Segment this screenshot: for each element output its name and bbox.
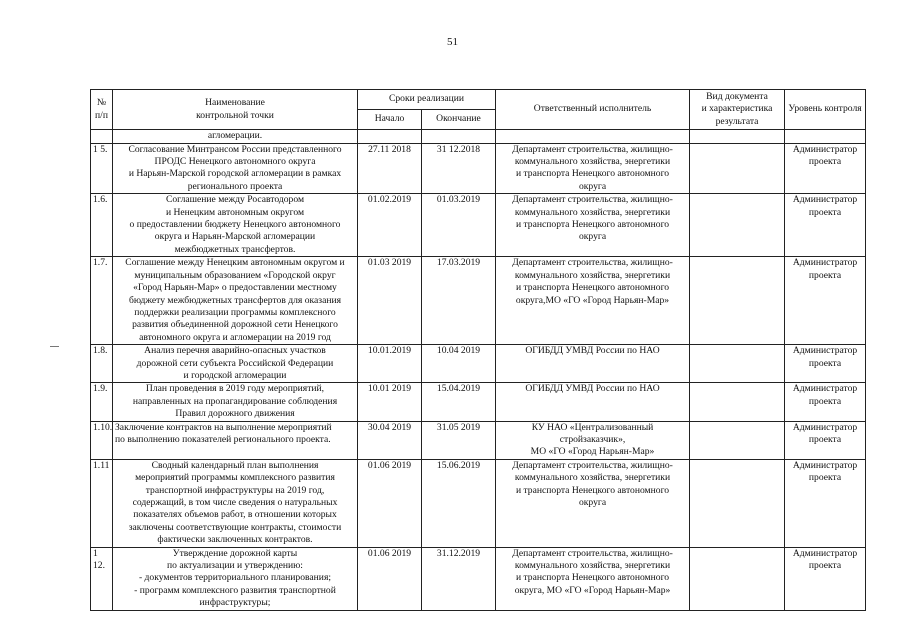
cell-level: Администратор проекта xyxy=(785,143,866,194)
cell-end: 17.03.2019 xyxy=(422,257,496,345)
header-terms: Сроки реализации xyxy=(358,90,496,110)
cell-num: 1.11 xyxy=(91,459,113,547)
cell-num: 1.7. xyxy=(91,257,113,345)
header-end: Окончание xyxy=(422,110,496,130)
cell-name: агломерации. xyxy=(113,130,358,143)
cell-level: Администратор проекта xyxy=(785,459,866,547)
cell-executor: Департамент строительства, жилищно- коммунального хозяйства, энергетики и транспорта Ненецкого автономного округа xyxy=(496,194,690,257)
table-header xyxy=(91,90,866,130)
cell-executor: Департамент строительства, жилищно- коммунального хозяйства, энергетики и транспорта Ненецкого автономного округа, МО «ГО «Город Нарьян-Мар» xyxy=(496,547,690,610)
cell-executor: ОГИБДД УМВД России по НАО xyxy=(496,383,690,421)
cell-doc xyxy=(690,383,785,421)
cell-start xyxy=(358,130,422,143)
cell-executor xyxy=(496,130,690,143)
cell-end: 10.04 2019 xyxy=(422,345,496,383)
cell-end: 01.03.2019 xyxy=(422,194,496,257)
table-row xyxy=(91,345,866,383)
cell-level: Администратор проекта xyxy=(785,257,866,345)
cell-executor: ОГИБДД УМВД России по НАО xyxy=(496,345,690,383)
cell-num: 1.6. xyxy=(91,194,113,257)
cell-doc xyxy=(690,421,785,459)
table-row xyxy=(91,459,866,547)
header-doc: Вид документа и характеристика результата xyxy=(690,90,785,130)
cell-name: Сводный календарный план выполнения мероприятий программы комплексного развития транспортной инфраструктуры на 2019 год, содержащий, в том числе сведения о натуральных показателях объемов работ, в отношении которых заключены соответствующие контракты, стоимости фактически заключенных контрактов. xyxy=(113,459,358,547)
table-row xyxy=(91,383,866,421)
cell-num: 1 5. xyxy=(91,143,113,194)
cell-name: Заключение контрактов на выполнение мероприятий по выполнению показателей регионального проекта. xyxy=(113,421,358,459)
cell-executor: Департамент строительства, жилищно- коммунального хозяйства, энергетики и транспорта Ненецкого автономного округа xyxy=(496,459,690,547)
cell-num: 1.8. xyxy=(91,345,113,383)
cell-doc xyxy=(690,459,785,547)
table-row xyxy=(91,547,866,610)
cell-start: 10.01 2019 xyxy=(358,383,422,421)
table-row xyxy=(91,194,866,257)
cell-executor: КУ НАО «Централизованный стройзаказчик», МО «ГО «Город Нарьян-Мар» xyxy=(496,421,690,459)
cell-start: 01.06 2019 xyxy=(358,547,422,610)
cell-num: 1.9. xyxy=(91,383,113,421)
cell-start: 01.06 2019 xyxy=(358,459,422,547)
cell-doc xyxy=(690,194,785,257)
header-start: Начало xyxy=(358,110,422,130)
control-points-table xyxy=(90,89,866,611)
cell-executor: Департамент строительства, жилищно- коммунального хозяйства, энергетики и транспорта Ненецкого автономного округа xyxy=(496,143,690,194)
cell-level xyxy=(785,130,866,143)
cell-end: 31.12.2019 xyxy=(422,547,496,610)
cell-start: 10.01.2019 xyxy=(358,345,422,383)
cell-level: Администратор проекта xyxy=(785,194,866,257)
margin-mark xyxy=(50,346,59,347)
table-row xyxy=(91,143,866,194)
page-number: 51 xyxy=(447,36,458,48)
table-row xyxy=(91,421,866,459)
header-num: № п/п xyxy=(91,90,113,130)
table-row-continuation xyxy=(91,130,866,143)
cell-level: Администратор проекта xyxy=(785,547,866,610)
header-executor: Ответственный исполнитель xyxy=(496,90,690,130)
cell-name: Согласование Минтрансом России представленного ПРОДС Ненецкого автономного округа и Нарьян-Марской городской агломерации в рамках регионального проекта xyxy=(113,143,358,194)
cell-name: Соглашение между Росавтодором и Ненецким автономным округом о предоставлении бюджету Ненецкого автономного округа и Нарьян-Марской агломерации межбюджетных трансфертов. xyxy=(113,194,358,257)
cell-start: 01.02.2019 xyxy=(358,194,422,257)
cell-end xyxy=(422,130,496,143)
cell-doc xyxy=(690,143,785,194)
cell-level: Администратор проекта xyxy=(785,345,866,383)
cell-doc xyxy=(690,130,785,143)
cell-executor: Департамент строительства, жилищно- коммунального хозяйства, энергетики и транспорта Ненецкого автономного округа,МО «ГО «Город Нарьян-Мар» xyxy=(496,257,690,345)
cell-doc xyxy=(690,257,785,345)
cell-num: 1 12. xyxy=(91,547,113,610)
cell-num: 1.10. xyxy=(91,421,113,459)
cell-end: 15.06.2019 xyxy=(422,459,496,547)
cell-doc xyxy=(690,547,785,610)
cell-name: Анализ перечня аварийно-опасных участков дорожной сети субъекта Российской Федерации и городской агломерации xyxy=(113,345,358,383)
header-name: Наименование контрольной точки xyxy=(113,90,358,130)
cell-name: Утверждение дорожной карты по актуализации и утверждению: - документов территориального планирования; - программ комплексного развития транспортной инфраструктуры; xyxy=(113,547,358,610)
cell-level: Администратор проекта xyxy=(785,421,866,459)
cell-num xyxy=(91,130,113,143)
cell-end: 31.05 2019 xyxy=(422,421,496,459)
cell-start: 30.04 2019 xyxy=(358,421,422,459)
table-body xyxy=(91,130,866,610)
table-row xyxy=(91,257,866,345)
cell-end: 31 12.2018 xyxy=(422,143,496,194)
cell-start: 01.03 2019 xyxy=(358,257,422,345)
cell-name: Соглашение между Ненецким автономным округом и муниципальным образованием «Городской округ «Город Нарьян-Мар» о предоставлении местному бюджету межбюджетных трансфертов для оказания поддержки реализации программы комплексного развития объединенной дорожной сети Ненецкого автономного округа и агломерации на 2019 год xyxy=(113,257,358,345)
cell-name: План проведения в 2019 году мероприятий, направленных на пропагандирование соблюдения Правил дорожного движения xyxy=(113,383,358,421)
cell-doc xyxy=(690,345,785,383)
header-level: Уровень контроля xyxy=(785,90,866,130)
cell-level: Администратор проекта xyxy=(785,383,866,421)
cell-start: 27.11 2018 xyxy=(358,143,422,194)
cell-end: 15.04.2019 xyxy=(422,383,496,421)
